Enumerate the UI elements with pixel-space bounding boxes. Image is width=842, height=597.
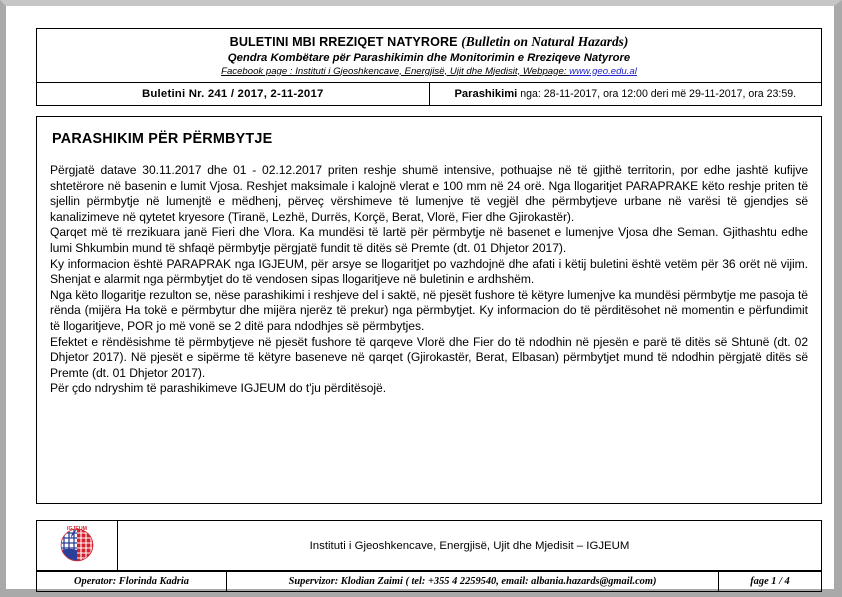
forecast-period-value: nga: 28-11-2017, ora 12:00 deri më 29-11-2017, ora 23:59.: [520, 88, 797, 100]
institute-name-cell: Instituti i Gjeoshkencave, Energjisë, Ujit dhe Mjedisit – IGJEUM: [118, 521, 822, 571]
page-title: PARASHIKIM PËR PËRMBYTJE: [52, 131, 273, 147]
document-sheet: [36, 28, 822, 587]
facebook-text: Facebook page : Instituti i Gjeoshkencave, Energjisë, Ujit dhe Mjedisit, Webpage:: [221, 65, 567, 77]
bulletin-title-translation: (Bulletin on Natural Hazards): [461, 33, 629, 49]
supervisor-cell: Supervizor: Klodian Zaimi ( tel: +355 4 2259540, email: albania.hazards@gmail.com): [227, 572, 719, 592]
igjeum-logo-icon: [46, 523, 108, 563]
footer-credits-table: [36, 571, 822, 592]
paragraph: Ky informacion është PARAPRAK nga IGJEUM, për arsye se llogaritjet po vazhdojnë dhe afati i këtij buletini është vetëm për 36 orët në vijim. Shenjat e alarmit nga përmbytjet do të vendosen sipas llogaritjeve në buletinin e ardhshëm.: [50, 256, 808, 287]
paragraph: Përgjatë datave 30.11.2017 dhe 01 - 02.12.2017 priten reshje shumë intensive, pothuajse në të gjithë territorin, por edhe jashtë kufijve shtetërore në basenin e lumit Vjosa. Reshjet maksimale i kalojnë vlerat e 100 mm në 24 orë. Nga llogaritjet PARAPRAKE këto reshje priten të sjellin përmbytje në lumenjtë e mëdhenj, përveç vërshimeve të lumenjve të vegjël dhe përmbytjeve urbane në varësi të gjendjes së kanalizimeve në qytetet kryesore (Tiranë, Lezhë, Durrës, Korçë, Berat, Vlorë, Fier dhe Gjirokastër).: [50, 163, 808, 224]
footer-table: [36, 520, 822, 571]
operator-cell: Operator: Florinda Kadria: [37, 572, 227, 592]
logo-cell: [37, 521, 118, 571]
paragraph: Nga këto llogaritje rezulton se, nëse parashikimi i reshjeve del i saktë, në pjesët fushore të këtyre lumenjve ka mundësi përmbytje me pasoja të rënda (mijëra Ha tokë e përmbytur dhe mijëra njerëz të prekur) nga përmbytjet. Ky informacion do të përditësohet në momentin e përfundimit të llogaritjeve, POR jo më vonë se 2 ditë para ndodhjes së përmbytjes.: [50, 287, 808, 333]
bulletin-title-main: BULETINI MBI RREZIQET NATYRORE: [229, 34, 458, 49]
header-body-gap: [36, 106, 822, 116]
contact-line: [41, 66, 817, 77]
header-title-row: [37, 29, 822, 83]
page-number-cell: fage 1 / 4: [719, 572, 822, 592]
webpage-link[interactable]: www.geo.edu.al: [569, 65, 637, 77]
bulletin-subtitle: Qendra Kombëtare për Parashikimin dhe Monitorimin e Rreziqeve Natyrore: [227, 51, 631, 64]
forecast-body-box: [36, 116, 822, 504]
forecast-text: [50, 163, 808, 397]
body-footer-gap: [36, 504, 822, 520]
paragraph: Efektet e rëndësishme të përmbytjeve në pjesët fushore të qarqeve Vlorë dhe Fier do të ndodhin në pjesën e parë të ditës së Shtunë (dt. 02 Dhjetor 2017). Në pjesët e sipërme të këtyre baseneve në qarqet (Gjirokastër, Berat, Elbasan) përmbytjet mund të ndodhin përgjatë ditës së Premte (dt. 01 Dhjetor 2017).: [50, 334, 808, 380]
paragraph: Qarqet më të rrezikuara janë Fieri dhe Vlora. Ka mundësi të lartë për përmbytje në basenet e lumenjve Vjosa dhe Seman. Gjithashtu edhe lumi Shkumbin mund të shfaqë përmbytje përgjatë fundit të ditës së Premte (dt. 01 Dhjetor 2017).: [50, 225, 808, 255]
paragraph: Për çdo ndryshim të parashikimeve IGJEUM do t'ju përditësojë.: [50, 381, 387, 396]
footer-credits-row: [37, 572, 822, 592]
forecast-label: Parashikimi: [454, 88, 518, 100]
header-title-cell: [37, 29, 822, 83]
bulletin-number-cell: Buletini Nr. 241 / 2017, 2-11-2017: [37, 83, 430, 106]
logo-wordmark: IGJEUM: [67, 526, 87, 532]
footer-institute-row: [37, 521, 822, 571]
forecast-period-cell: [429, 83, 822, 106]
header-info-row: [37, 83, 822, 106]
header-table: [36, 28, 822, 106]
bulletin-title: [41, 34, 817, 50]
